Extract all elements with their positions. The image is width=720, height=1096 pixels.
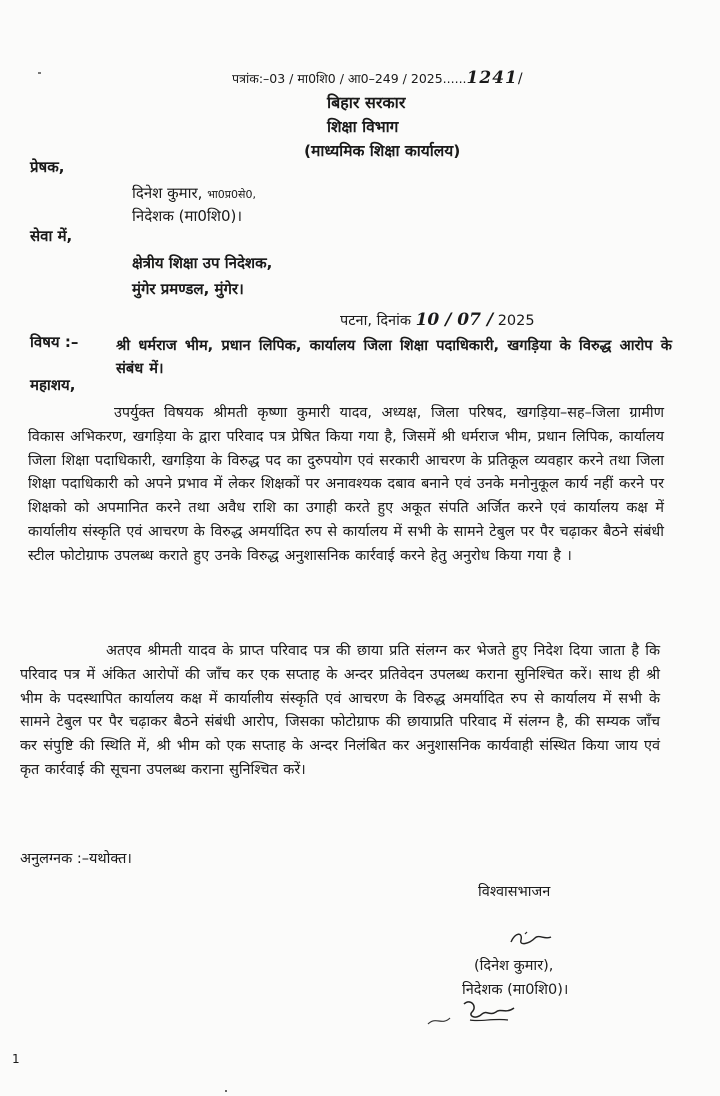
scan-speck	[225, 1090, 227, 1092]
sender-label: प्रेषक,	[30, 158, 65, 176]
sender-name-line	[132, 183, 256, 203]
reference-number	[232, 68, 523, 88]
sender-name: दिनेश कुमार,	[132, 184, 203, 202]
scan-speck	[38, 72, 41, 74]
government-name: बिहार सरकार	[327, 93, 406, 112]
date-handwritten: 10 / 07 /	[415, 310, 494, 330]
to-label: सेवा में,	[30, 227, 73, 245]
reference-number-suffix: /	[517, 71, 523, 87]
office-name: (माध्यमिक शिक्षा कार्यालय)	[304, 142, 461, 160]
initials-scribble	[424, 996, 534, 1030]
closing: विश्वासभाजन	[478, 884, 551, 900]
subject-text: श्री धर्मराज भीम, प्रधान लिपिक, कार्यालय जिला शिक्षा पदाधिकारी, खगड़िया के विरुद्ध आरोप के संबंध में।	[116, 337, 672, 377]
recipient-line-2: मुंगेर प्रमण्डल, मुंगेर।	[132, 280, 244, 298]
signatory-name: (दिनेश कुमार),	[474, 958, 554, 974]
signature-scribble	[505, 928, 565, 952]
department-name: शिक्षा विभाग	[327, 118, 399, 136]
reference-number-handwritten: 1241	[466, 68, 518, 88]
body-paragraph-2: अतएव श्रीमती यादव के प्राप्त परिवाद पत्र की छाया प्रति संलग्न कर भेजते हुए निदेश दिया जाता है कि परिवाद पत्र में अंकित आरोपों की जाँच कर एक सप्ताह के अन्दर प्रतिवेदन उपलब्ध कराना सुनिश्चित करें। साथ ही श्री भीम के पदस्थापित कार्यालय कक्ष में कार्यालीय संस्कृति एवं आचरण के विरुद्ध अमर्यादित रुप से कार्यालय में सभी के सामने टेबुल पर पैर चढ़ाकर बैठने संबंधी आरोप, जिसका फोटोग्राफ की छायाप्रति परिवाद में संलग्न है, की सम्यक जाँच कर संपुष्टि की स्थिति में, श्री भीम को एक सप्ताह के अन्दर निलंबित कर अनुशासनिक कार्यवाही संस्थित किया जाय एवं कृत कार्रवाई की सूचना उपलब्ध कराना सुनिश्चित करें।	[20, 643, 660, 778]
sender-service: भा0प्र0से0,	[207, 188, 256, 201]
enclosure-note: अनुलग्नक :–यथोक्त।	[20, 851, 132, 867]
body-paragraph-1: उपर्युक्त विषयक श्रीमती कृष्णा कुमारी यादव, अध्यक्ष, जिला परिषद, खगड़िया–सह–जिला ग्रामीण विकास अभिकरण, खगड़िया के द्वारा परिवाद पत्र प्रेषित किया गया है, जिसमें श्री धर्मराज भीम, प्रधान लिपिक, कार्यालय जिला शिक्षा पदाधिकारी, खगड़िया के विरुद्ध पद का दुरुपयोग एवं सरकारी आचरण के प्रतिकूल व्यवहार करने तथा जिला शिक्षा पदाधिकारी को अपने प्रभाव में लेकर शिक्षकों पर अनावश्यक दबाव बनाने एवं उनके मनोनुकूल कार्य नहीं करने पर शिक्षको को अपमानित करने तथा अवैध राशि का उगाही करते हुए अकूत संपति अर्जित करने एवं कार्यालय कक्ष में कार्यालीय संस्कृति एवं आचरण के विरुद्ध अमर्यादित रुप से कार्यालय में सभी के सामने टेबुल पर पैर चढ़ाकर बैठने संबंधी स्टील फोटोग्राफ उपलब्ध कराते हुए उनके विरुद्ध अनुशासनिक कार्रवाई करने हेतु अनुरोध किया गया है ।	[28, 405, 664, 564]
page-number: 1	[12, 1052, 20, 1066]
reference-number-printed: पत्रांक:–03 / मा0शि0 / आ0–249 / 2025......	[232, 71, 467, 86]
subject-label: विषय :–	[30, 333, 79, 351]
recipient-line-1: क्षेत्रीय शिक्षा उप निदेशक,	[132, 254, 273, 272]
sender-designation: निदेशक (मा0शि0)।	[132, 207, 243, 225]
date-year: 2025	[497, 313, 535, 329]
signatory-designation: निदेशक (मा0शि0)।	[462, 982, 569, 998]
place-date-label: पटना, दिनांक	[340, 313, 411, 329]
place-date	[340, 310, 535, 330]
salutation: महाशय,	[30, 376, 76, 394]
